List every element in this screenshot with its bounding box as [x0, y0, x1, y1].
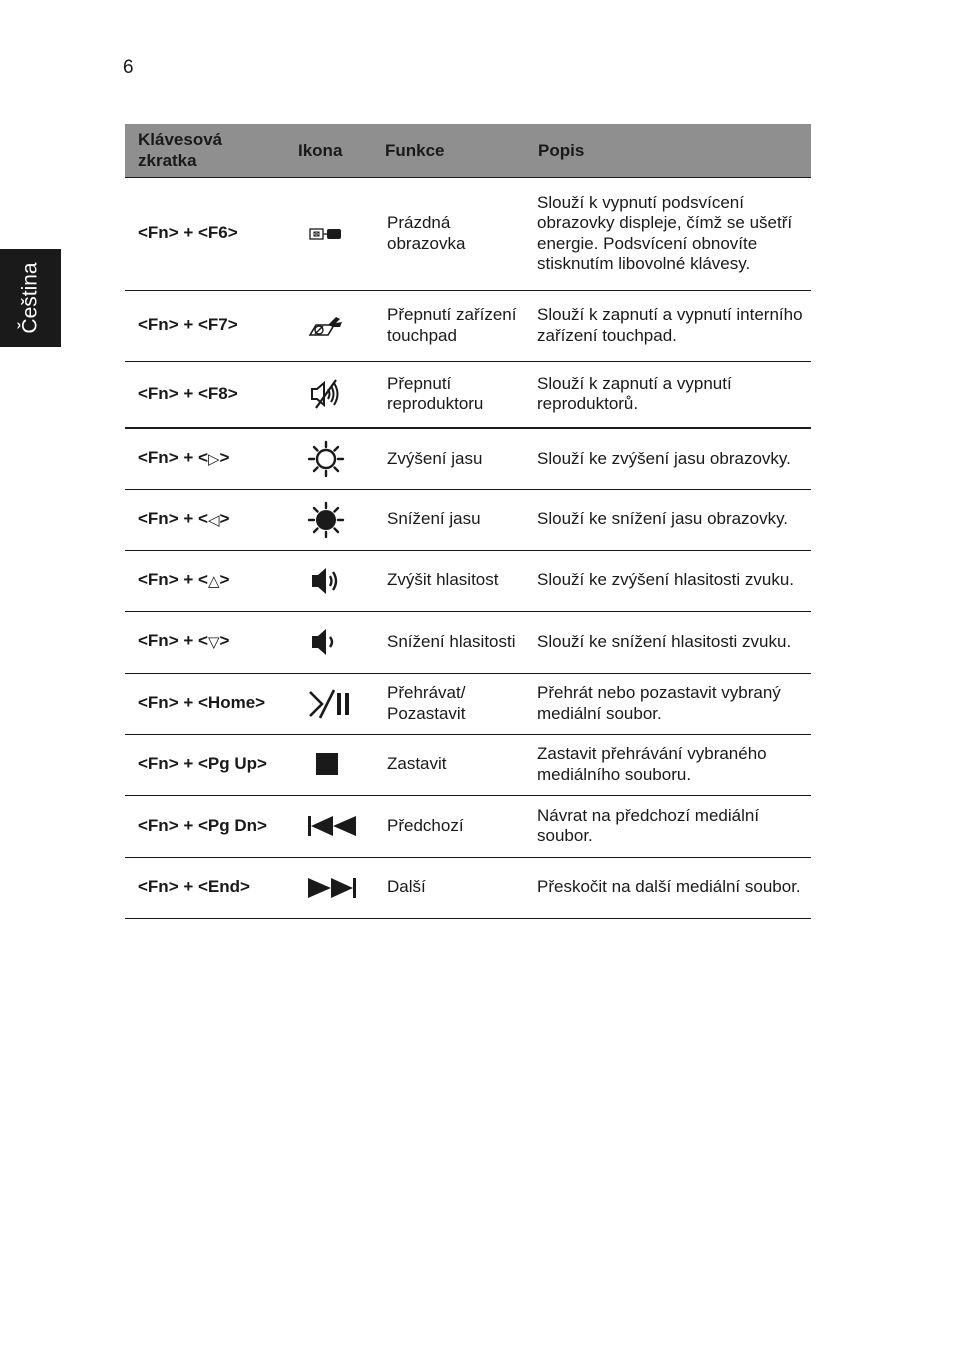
triangle-down-icon: ▽ [207, 634, 220, 652]
hotkey-suffix: > [219, 508, 230, 528]
hotkey-cell [125, 489, 292, 550]
hotkey-cell [125, 550, 292, 611]
hotkey-suffix: > [219, 631, 230, 651]
hotkey-cell: <Fn> + <F7> [138, 315, 238, 335]
hotkey-prefix: <Fn> + < [138, 448, 208, 467]
description-cell: Slouží ke zvýšení hlasitosti zvuku. [537, 570, 795, 590]
hotkey-suffix: > [219, 569, 230, 589]
table-row [125, 673, 811, 734]
hotkey-cell: <Fn> + <Home> [138, 693, 266, 713]
stop-icon [306, 752, 346, 778]
triangle-up-icon: △ [207, 572, 220, 590]
touchpad-toggle-icon [306, 313, 346, 339]
description-cell: Slouží k zapnutí a vypnutí interního zařízení touchpad. [537, 305, 803, 345]
function-cell: Předchozí [387, 815, 464, 835]
function-cell: Zvýšit hlasitost [387, 570, 499, 590]
brightness-down-icon [306, 501, 346, 539]
display-off-icon [306, 226, 346, 242]
hotkey-cell [125, 428, 292, 489]
function-cell: Další [387, 877, 426, 897]
table-row [125, 290, 811, 361]
description-cell: Slouží ke zvýšení jasu obrazovky. [537, 448, 791, 468]
table-row [125, 428, 811, 489]
volume-up-icon [306, 564, 346, 598]
hotkey-cell: <Fn> + <Pg Dn> [138, 815, 267, 835]
function-cell: Přehrávat/ Pozastavit [387, 683, 466, 723]
table-row [125, 857, 811, 918]
next-track-icon [306, 877, 358, 899]
description-cell: Zastavit přehrávání vybraného mediálního souboru. [537, 744, 767, 784]
description-cell: Návrat na předchozí mediální soubor. [537, 805, 760, 845]
page-number: 6 [123, 57, 134, 78]
hotkey-suffix: > [219, 448, 230, 467]
header-icon: Ikona [298, 140, 343, 160]
function-cell: Prázdná obrazovka [387, 213, 466, 253]
function-cell: Zastavit [387, 754, 447, 774]
triangle-left-icon: ◁ [207, 511, 220, 529]
table-row [125, 611, 811, 673]
function-cell: Snížení jasu [387, 509, 481, 529]
hotkey-cell: <Fn> + <F8> [138, 384, 238, 403]
table-row [125, 361, 811, 428]
function-cell: Přepnutí reproduktoru [387, 373, 484, 414]
language-tab-label: Čeština [18, 262, 42, 334]
description-cell: Přeskočit na další mediální soubor. [537, 877, 801, 897]
hotkey-cell: <Fn> + <F6> [138, 223, 238, 243]
hotkey-table [125, 124, 811, 919]
hotkey-cell: <Fn> + <End> [138, 877, 250, 897]
hotkey-prefix: <Fn> + < [138, 508, 208, 528]
header-hotkey [125, 124, 292, 177]
header-description: Popis [538, 140, 585, 160]
function-cell: Snížení hlasitosti [387, 631, 516, 651]
speaker-toggle-icon [306, 377, 346, 411]
triangle-right-icon: ▷ [207, 451, 220, 468]
table-row [125, 795, 811, 857]
header-hotkey-label: Klávesová zkratka [138, 130, 223, 171]
hotkey-cell [125, 611, 292, 673]
volume-down-icon [306, 625, 346, 659]
play-pause-icon [306, 688, 354, 720]
table-row [125, 489, 811, 550]
hotkey-prefix: <Fn> + < [138, 569, 208, 589]
brightness-up-icon [306, 440, 346, 478]
function-cell: Přepnutí zařízení touchpad [387, 305, 517, 345]
table-row [125, 550, 811, 611]
header-function: Funkce [385, 140, 445, 160]
description-cell: Přehrát nebo pozastavit vybraný mediální soubor. [537, 683, 781, 723]
hotkey-cell: <Fn> + <Pg Up> [138, 754, 267, 774]
table-row [125, 177, 811, 290]
table-row [125, 734, 811, 795]
hotkey-prefix: <Fn> + < [138, 631, 208, 651]
description-cell: Slouží ke snížení jasu obrazovky. [537, 509, 789, 529]
description-cell: Slouží k vypnutí podsvícení obrazovky displeje, čímž se ušetří energie. Podsvícení obnovíte stisknutím libovolné klávesy. [537, 192, 793, 273]
language-tab [0, 249, 61, 347]
function-cell: Zvýšení jasu [387, 448, 483, 468]
description-cell: Slouží k zapnutí a vypnutí reproduktorů. [537, 373, 732, 414]
previous-track-icon [306, 815, 358, 837]
description-cell: Slouží ke snížení hlasitosti zvuku. [537, 631, 792, 651]
table-header-row [125, 124, 811, 177]
